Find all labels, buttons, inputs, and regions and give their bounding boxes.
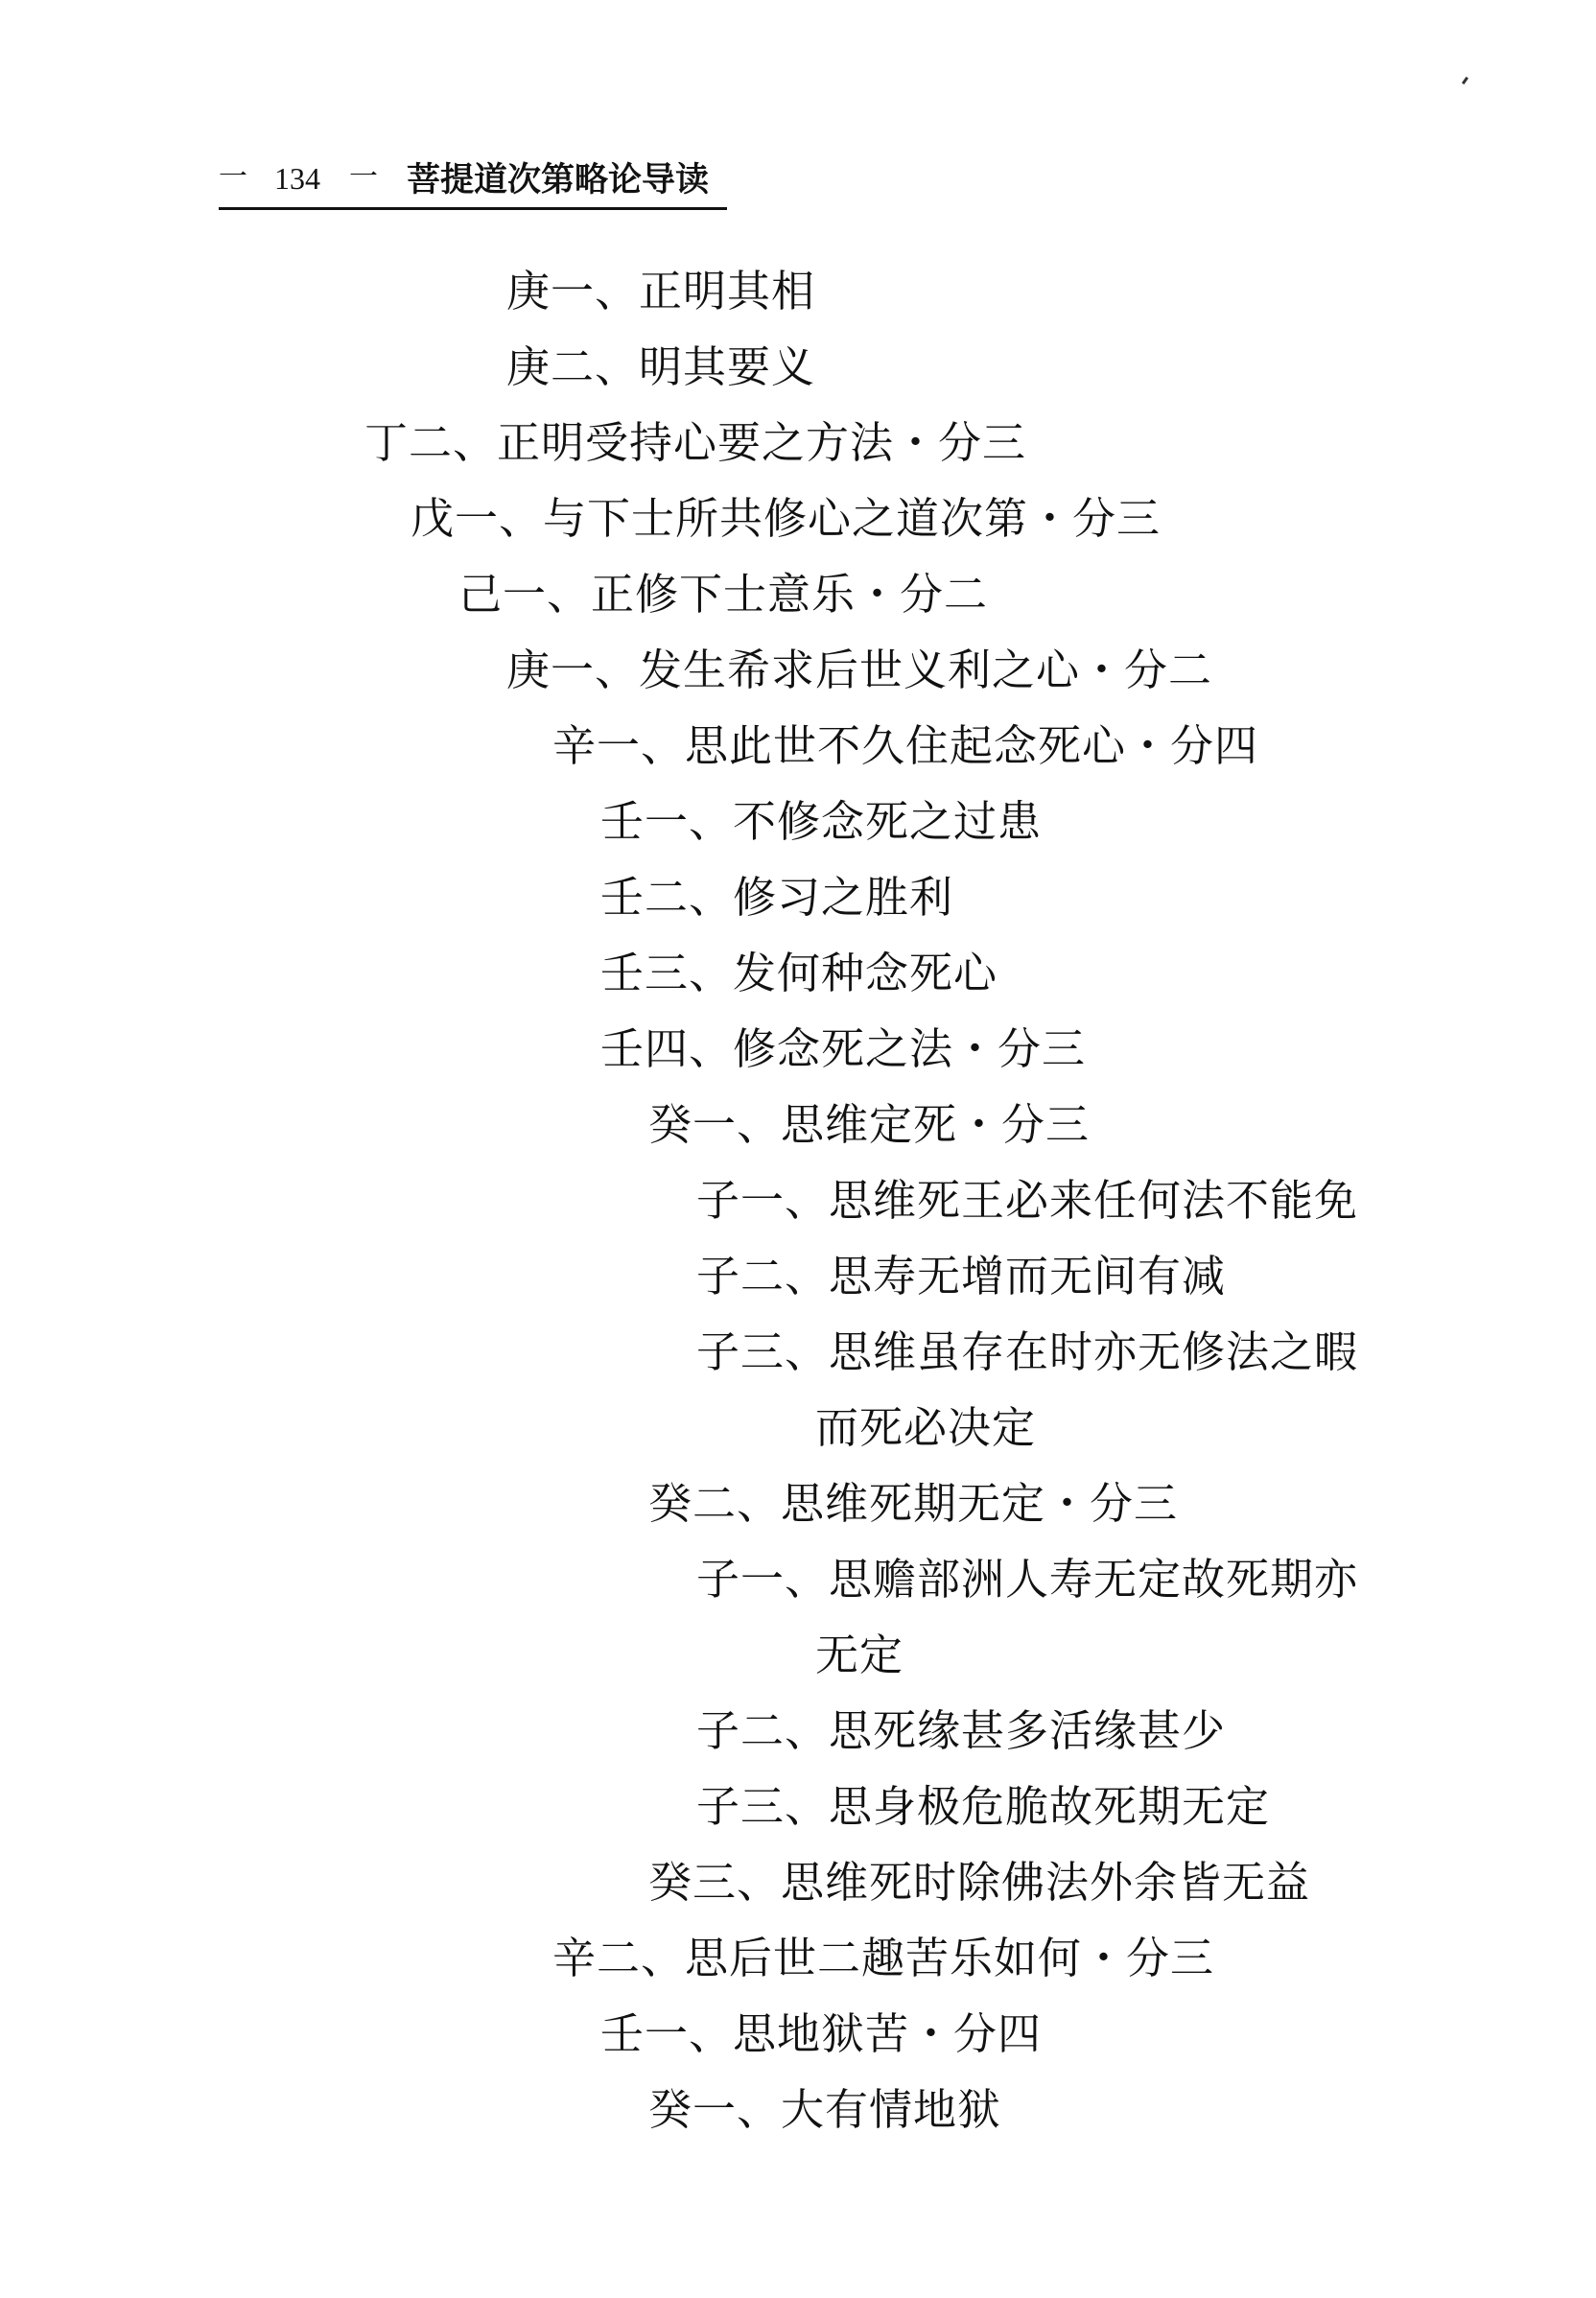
outline-item: 癸一、思维定死・分三: [648, 1099, 1091, 1150]
outline-item: 子三、思身极危脆故死期无定: [696, 1781, 1271, 1832]
outline-item: 癸一、大有情地狱: [648, 2084, 1002, 2135]
scan-speck: [1462, 77, 1468, 84]
outline-item: 戊一、与下士所共修心之道次第・分三: [411, 493, 1162, 544]
outline-item: 丁二、正明受持心要之方法・分三: [364, 417, 1027, 468]
outline-item-continuation: 无定: [815, 1630, 904, 1680]
outline-item: 壬一、思地狱苦・分四: [600, 2008, 1043, 2059]
outline-item: 庚一、发生希求后世义利之心・分二: [506, 645, 1213, 695]
outline-item: 子一、思维死王必来任何法不能免: [696, 1175, 1359, 1226]
outline-item: 子二、思寿无增而无间有减: [696, 1251, 1227, 1301]
outline-item-continuation: 而死必决定: [815, 1402, 1037, 1453]
outline-item: 壬二、修习之胜利: [600, 872, 954, 923]
header-dash-right: 一: [349, 160, 378, 194]
outline-item: 庚二、明其要义: [506, 341, 816, 392]
outline-item: 子一、思赡部洲人寿无定故死期亦: [696, 1554, 1359, 1605]
outline-item: 壬三、发何种念死心: [600, 948, 998, 998]
outline-item: 庚一、正明其相: [506, 266, 816, 317]
header-dash-left: 一: [219, 160, 247, 194]
book-title: 菩提道次第略论导读: [407, 160, 710, 199]
page-number: 134: [274, 161, 320, 196]
outline-item: 壬一、不修念死之过患: [600, 796, 1043, 847]
outline-item: 子三、思维虽存在时亦无修法之暇: [696, 1326, 1359, 1377]
running-header: [219, 153, 727, 210]
outline-item: 己一、正修下士意乐・分二: [458, 569, 989, 620]
outline-item: 辛二、思后世二趣苦乐如何・分三: [552, 1933, 1215, 1983]
outline-item: 辛一、思此世不久住起念死心・分四: [552, 720, 1259, 771]
outline-item: 子二、思死缘甚多活缘甚少: [696, 1705, 1227, 1756]
outline-item: 壬四、修念死之法・分三: [600, 1023, 1087, 1074]
outline-item: 癸二、思维死期无定・分三: [648, 1478, 1179, 1529]
outline-item: 癸三、思维死时除佛法外余皆无益: [648, 1857, 1311, 1908]
